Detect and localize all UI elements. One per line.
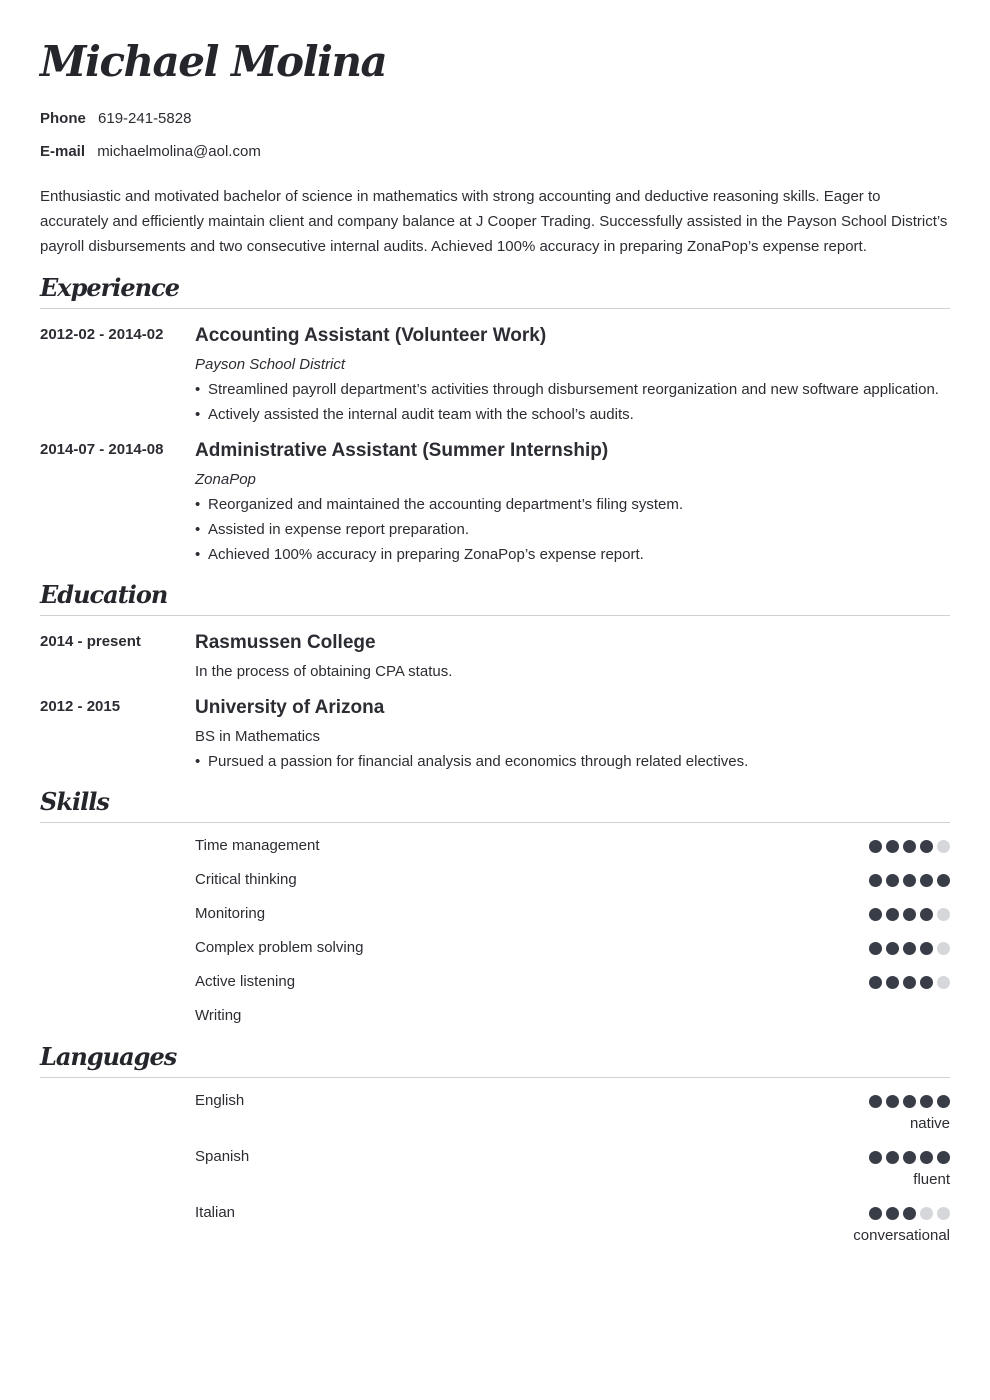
rating-dot-filled: [886, 908, 899, 921]
language-rating: [869, 1207, 950, 1220]
rating-dot-filled: [937, 1151, 950, 1164]
rating-dot-filled: [920, 908, 933, 921]
skill-rating: [869, 942, 950, 955]
languages-heading: Languages: [40, 1041, 950, 1078]
rating-dot-filled: [920, 976, 933, 989]
entry-date: 2012 - 2015: [40, 698, 121, 715]
rating-dot-filled: [869, 874, 882, 887]
experience-heading: Experience: [40, 272, 950, 309]
phone-value: 619-241-5828: [98, 110, 192, 127]
duty-item: • Assisted in expense report preparation.: [195, 517, 950, 542]
language-level: fluent: [913, 1171, 950, 1188]
education-heading: Education: [40, 579, 950, 616]
rating-dot-filled: [869, 976, 882, 989]
education-description: In the process of obtaining CPA status.: [195, 663, 453, 680]
education-description: BS in Mathematics: [195, 728, 321, 745]
language-level: native: [909, 1115, 950, 1132]
email-row: [40, 143, 261, 161]
employer: ZonaPop: [195, 471, 256, 488]
skill-row: [195, 938, 950, 958]
skill-row: [195, 870, 950, 890]
rating-dot-filled: [903, 1207, 916, 1220]
profile-summary: Enthusiastic and motivated bachelor of science in mathematics with strong accounting and deductive reasoning skills. Eager to accurately and efficiently maintain client and company balance at J Cooper Trading. Successfully assisted in the Payson School District’s payroll disbursements and two consecutive internal audits. Achieved 100% accuracy in preparing ZonaPop’s expense report.: [40, 188, 948, 255]
duties-list: [195, 377, 950, 427]
employer: Payson School District: [195, 356, 346, 373]
rating-dot-filled: [869, 840, 882, 853]
rating-dot-filled: [920, 840, 933, 853]
rating-dot-filled: [886, 1095, 899, 1108]
skill-row: [195, 972, 950, 992]
rating-dot-filled: [903, 942, 916, 955]
duty-item: • Reorganized and maintained the accounting department’s filing system.: [195, 492, 950, 517]
rating-dot-filled: [937, 1095, 950, 1108]
job-title: Accounting Assistant (Volunteer Work): [195, 325, 547, 346]
rating-dot-filled: [869, 1095, 882, 1108]
language-label: Spanish: [195, 1148, 250, 1165]
skill-label: Critical thinking: [195, 871, 297, 888]
rating-dot-filled: [903, 840, 916, 853]
rating-dot-filled: [869, 1207, 882, 1220]
language-label: English: [195, 1092, 245, 1109]
language-level: conversational: [853, 1227, 950, 1244]
duty-item: • Streamlined payroll department’s activities through disbursement reorganization and new software application.: [195, 377, 950, 402]
skills-heading: Skills: [40, 786, 950, 823]
language-row: [195, 1091, 950, 1137]
language-rating: [869, 1095, 950, 1108]
email-label: E-mail: [40, 143, 86, 160]
rating-dot-filled: [886, 1151, 899, 1164]
rating-dot-filled: [903, 1151, 916, 1164]
rating-dot-filled: [903, 1095, 916, 1108]
skill-rating: [869, 976, 950, 989]
skill-rating: [869, 908, 950, 921]
school-name: Rasmussen College: [195, 632, 376, 653]
rating-dot-filled: [920, 874, 933, 887]
education-bullet: • Pursued a passion for financial analysis and economics through related electives.: [195, 749, 950, 774]
skill-row: [195, 1006, 950, 1026]
rating-dot-empty: [937, 908, 950, 921]
rating-dot-filled: [886, 840, 899, 853]
rating-dot-empty: [937, 976, 950, 989]
email-value: michaelmolina@aol.com: [97, 143, 261, 160]
rating-dot-filled: [920, 1151, 933, 1164]
language-row: [195, 1203, 950, 1249]
rating-dot-filled: [920, 1095, 933, 1108]
entry-date: 2014-07 - 2014-08: [40, 441, 164, 458]
duties-list: [195, 492, 950, 567]
skill-label: Monitoring: [195, 905, 266, 922]
rating-dot-filled: [869, 908, 882, 921]
skill-label: Writing: [195, 1007, 242, 1024]
skill-rating: [869, 840, 950, 853]
language-row: [195, 1147, 950, 1193]
rating-dot-empty: [937, 1207, 950, 1220]
school-name: University of Arizona: [195, 697, 385, 718]
language-rating: [869, 1151, 950, 1164]
rating-dot-filled: [903, 908, 916, 921]
language-label: Italian: [195, 1204, 236, 1221]
skill-label: Complex problem solving: [195, 939, 364, 956]
candidate-name: Michael Molina: [40, 37, 387, 86]
rating-dot-filled: [886, 976, 899, 989]
rating-dot-filled: [920, 942, 933, 955]
education-bullets: [195, 749, 950, 774]
entry-date: 2014 - present: [40, 633, 141, 650]
skill-row: [195, 904, 950, 924]
phone-row: [40, 110, 191, 128]
job-title: Administrative Assistant (Summer Internship): [195, 440, 609, 461]
rating-dot-empty: [937, 840, 950, 853]
rating-dot-filled: [886, 1207, 899, 1220]
rating-dot-filled: [903, 874, 916, 887]
skill-label: Time management: [195, 837, 320, 854]
skill-label: Active listening: [195, 973, 296, 990]
rating-dot-filled: [869, 942, 882, 955]
skill-rating: [869, 874, 950, 887]
entry-date: 2012-02 - 2014-02: [40, 326, 164, 343]
rating-dot-empty: [937, 942, 950, 955]
rating-dot-filled: [937, 874, 950, 887]
phone-label: Phone: [40, 110, 86, 127]
skill-row: [195, 836, 950, 856]
duty-item: • Actively assisted the internal audit team with the school’s audits.: [195, 402, 950, 427]
rating-dot-filled: [903, 976, 916, 989]
rating-dot-filled: [886, 942, 899, 955]
rating-dot-empty: [920, 1207, 933, 1220]
duty-item: • Achieved 100% accuracy in preparing ZonaPop’s expense report.: [195, 542, 950, 567]
rating-dot-filled: [869, 1151, 882, 1164]
rating-dot-filled: [886, 874, 899, 887]
